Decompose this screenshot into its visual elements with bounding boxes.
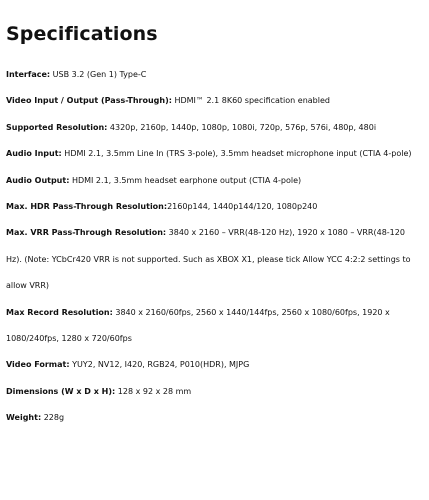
spec-value: 128 x 92 x 28 mm (115, 386, 192, 396)
spec-dimensions (6, 379, 423, 405)
spec-video-io (6, 88, 423, 114)
spec-video-format (6, 352, 423, 378)
spec-label: Max. VRR Pass-Through Resolution: (6, 228, 167, 238)
page-title: Specifications (6, 23, 158, 45)
spec-value: HDMI 2.1, 3.5mm headset earphone output (CTIA 4-pole) (69, 175, 302, 185)
spec-label: Audio Output: (6, 175, 70, 185)
spec-interface (6, 62, 423, 88)
spec-value: 3840 x 2160/60fps, 2560 x 1440/144fps, 2560 x 1080/60fps, 1920 x 1080/240fps, 1280 x 720/60fps (6, 307, 390, 344)
spec-label: Supported Resolution: (6, 122, 108, 132)
spec-vrr-passthrough (6, 220, 423, 299)
spec-label: Interface: (6, 70, 51, 79)
spec-value: 4320p, 2160p, 1440p, 1080p, 1080i, 720p, 576p, 576i, 480p, 480i (107, 122, 377, 132)
spec-label: Dimensions (W x D x H): (6, 386, 116, 396)
spec-value: 228g (41, 413, 65, 423)
spec-value: HDMI 2.1, 3.5mm Line In (TRS 3-pole), 3.5mm headset microphone input (CTIA 4-pole) (61, 149, 412, 159)
spec-label: Audio Input: (6, 149, 62, 159)
spec-max-record-resolution (6, 300, 423, 353)
spec-value: YUY2, NV12, I420, RGB24, P010(HDR), MJPG (69, 360, 250, 370)
spec-value: 3840 x 2160 – VRR(48-120 Hz), 1920 x 1080 – VRR(48-120 Hz). (Note: YCbCr420 VRR is not supported. Such as XBOX X1, please tick Allow YCC 4:2:2 settings to allow VRR) (6, 228, 411, 291)
spec-label: Video Format: (6, 360, 70, 370)
spec-value: USB 3.2 (Gen 1) Type-C (50, 70, 147, 79)
spec-audio-input (6, 141, 423, 167)
spec-audio-output (6, 168, 423, 194)
spec-label: Max Record Resolution: (6, 307, 113, 317)
spec-value: HDMI™ 2.1 8K60 specification enabled (171, 96, 330, 106)
spec-value: 2160p144, 1440p144/120, 1080p240 (167, 202, 318, 212)
spec-weight (6, 405, 423, 431)
spec-label: Max. HDR Pass-Through Resolution: (6, 202, 168, 212)
spec-label: Weight: (6, 413, 42, 423)
spec-supported-resolution (6, 115, 423, 141)
spec-hdr-passthrough (6, 194, 423, 220)
spec-label: Video Input / Output (Pass-Through): (6, 96, 172, 106)
spec-list (6, 62, 423, 432)
